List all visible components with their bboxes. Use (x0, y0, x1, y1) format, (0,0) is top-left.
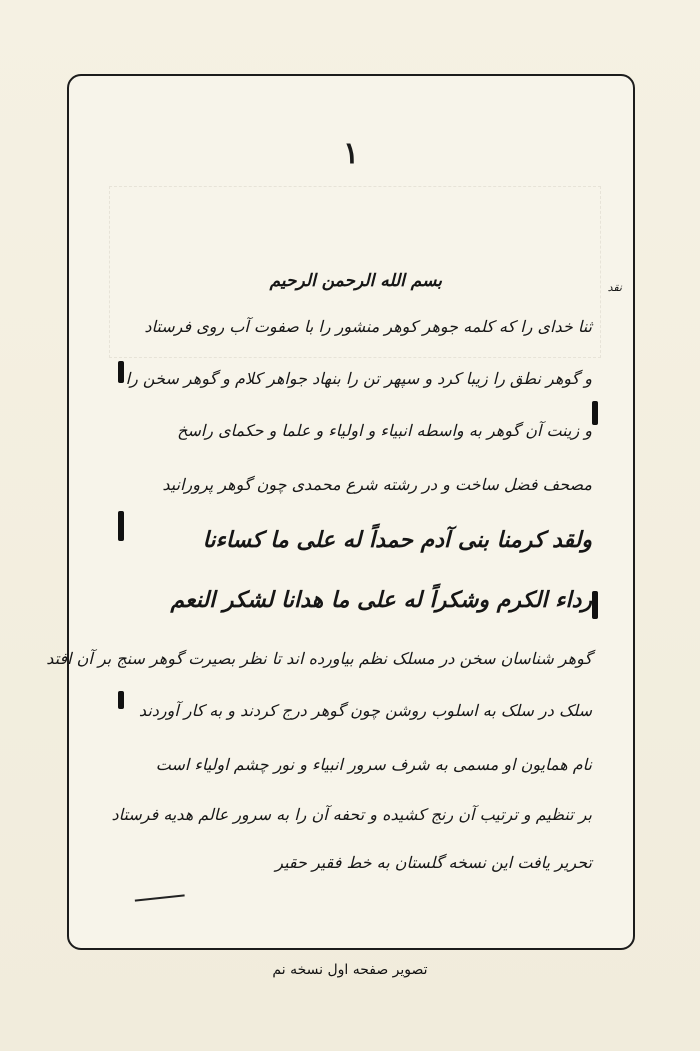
manuscript-text (46, 271, 622, 901)
right-edge-mark (592, 591, 598, 619)
page-frame (46, 74, 635, 950)
manuscript-line: مصحف فضل ساخت و در رشته شرع محمدی چون گوهر پرورانید (162, 475, 592, 494)
manuscript-line: سلک در سلک به اسلوب روشن چون گوهر درج کردند و به کار آوردند (138, 701, 592, 720)
marginal-note: نقد (607, 281, 622, 294)
left-edge-mark (118, 511, 124, 541)
manuscript-line: ثنا خدای را که کلمه جوهر کوهر منشور را با صفوت آب روی فرستاد (144, 317, 592, 336)
left-edge-mark (118, 691, 124, 709)
manuscript-line: گوهر شناسان سخن در مسلک نظم بیاورده اند تا نظر بصیرت گوهر سنج بر آن افتد (46, 649, 592, 668)
manuscript-heading: بسم الله الرحمن الرحیم (269, 271, 442, 291)
manuscript-line: و گوهر نطق را زیبا کرد و سپهر تن را بنهاد جواهر کلام و گوهر سخن را (125, 369, 592, 388)
signature-mark (133, 880, 184, 901)
right-edge-mark (592, 401, 598, 425)
page-caption: تصویر صفحه اول نسخه نم (272, 962, 428, 978)
manuscript-quote: رداء الکرم وشکراً له علی ما هدانا لشکر النعم (170, 587, 592, 613)
manuscript-quote: ولقد کرمنا بنی آدم حمداً له علی ما کساءنا (202, 527, 592, 553)
manuscript-line: نام همایون او مسمی به شرف سرور انبیاء و نور چشم اولیاء است (155, 755, 592, 774)
left-edge-mark (118, 361, 124, 383)
manuscript-line: تحریر یافت این نسخه گلستان به خط فقیر حقیر (275, 853, 592, 872)
manuscript-line: و زینت آن گوهر به واسطه انبیاء و اولیاء و علما و حکمای راسخ (177, 421, 592, 440)
manuscript-line: بر تنظیم و ترتیب آن رنج کشیده و تحفه آن را به سرور عالم هدیه فرستاد (111, 805, 592, 824)
page-number: ۱ (342, 136, 360, 171)
